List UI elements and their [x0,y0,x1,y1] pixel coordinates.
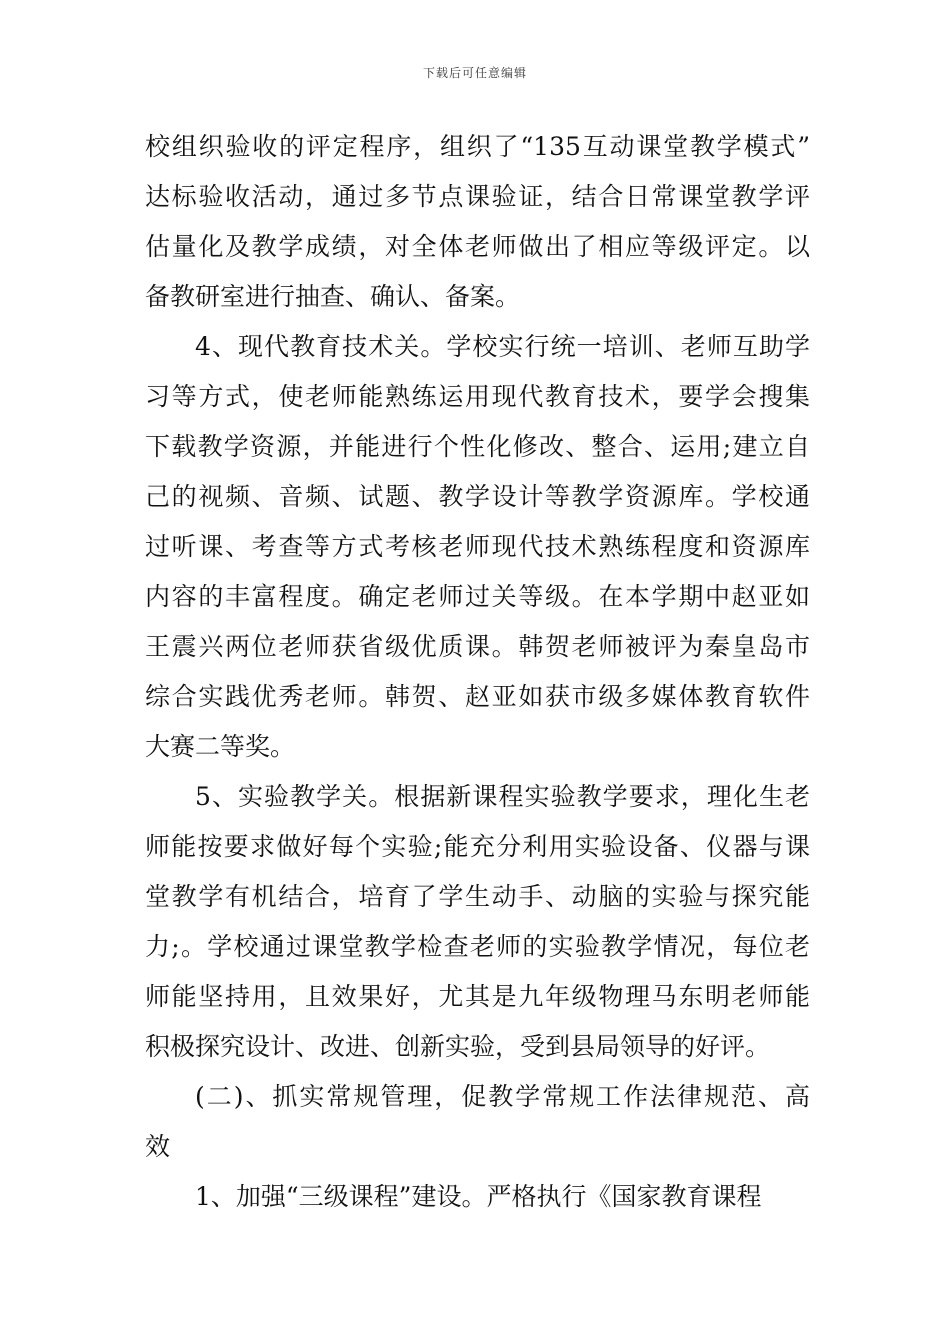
text-line: 堂教学有机结合，培育了学生动手、动脑的实验与探究能 [145,882,810,911]
section-heading-line: 效 [145,1132,171,1161]
text-line: 达标验收活动，通过多节点课验证，结合日常课堂教学评 [145,182,810,211]
text-line: 王震兴两位老师获省级优质课。韩贺老师被评为秦皇岛市 [145,632,810,661]
text-line: 估量化及教学成绩，对全体老师做出了相应等级评定。以 [145,232,810,261]
text-line: 师能坚持用，且效果好，尤其是九年级物理马东明老师能 [145,982,810,1011]
text-line: 校组织验收的评定程序，组织了“135互动课堂教学模式” [145,132,810,161]
paragraph-start-line: 4、现代教育技术关。学校实行统一培训、老师互助学 [195,332,810,361]
document-body [145,122,810,1222]
page-header: 下载后可任意编辑 [422,66,527,80]
text-line: 内容的丰富程度。确定老师过关等级。在本学期中赵亚如 [145,582,810,611]
text-line: 师能按要求做好每个实验;能充分利用实验设备、仪器与课 [145,832,810,861]
text-line: 大赛二等奖。 [145,732,296,761]
section-heading-line: (二)、抓实常规管理，促教学常规工作法律规范、高 [195,1082,810,1111]
text-line: 己的视频、音频、试题、教学设计等教学资源库。学校通 [145,482,810,511]
text-line: 下载教学资源，并能进行个性化修改、整合、运用;建立自 [145,432,810,461]
paragraph-start-line: 1、加强“三级课程”建设。严格执行《国家教育课程 [195,1182,762,1211]
text-line: 积极探究设计、改进、创新实验，受到县局领导的好评。 [145,1032,771,1061]
text-line: 力;。学校通过课堂教学检查老师的实验教学情况，每位老 [145,932,810,961]
text-line: 备教研室进行抽查、确认、备案。 [145,282,521,311]
text-line: 习等方式，使老师能熟练运用现代教育技术，要学会搜集 [145,382,810,411]
paragraph-start-line: 5、实验教学关。根据新课程实验教学要求，理化生老 [195,782,810,811]
text-line: 过听课、考查等方式考核老师现代技术熟练程度和资源库 [145,532,810,561]
text-line: 综合实践优秀老师。韩贺、赵亚如获市级多媒体教育软件 [145,682,810,711]
